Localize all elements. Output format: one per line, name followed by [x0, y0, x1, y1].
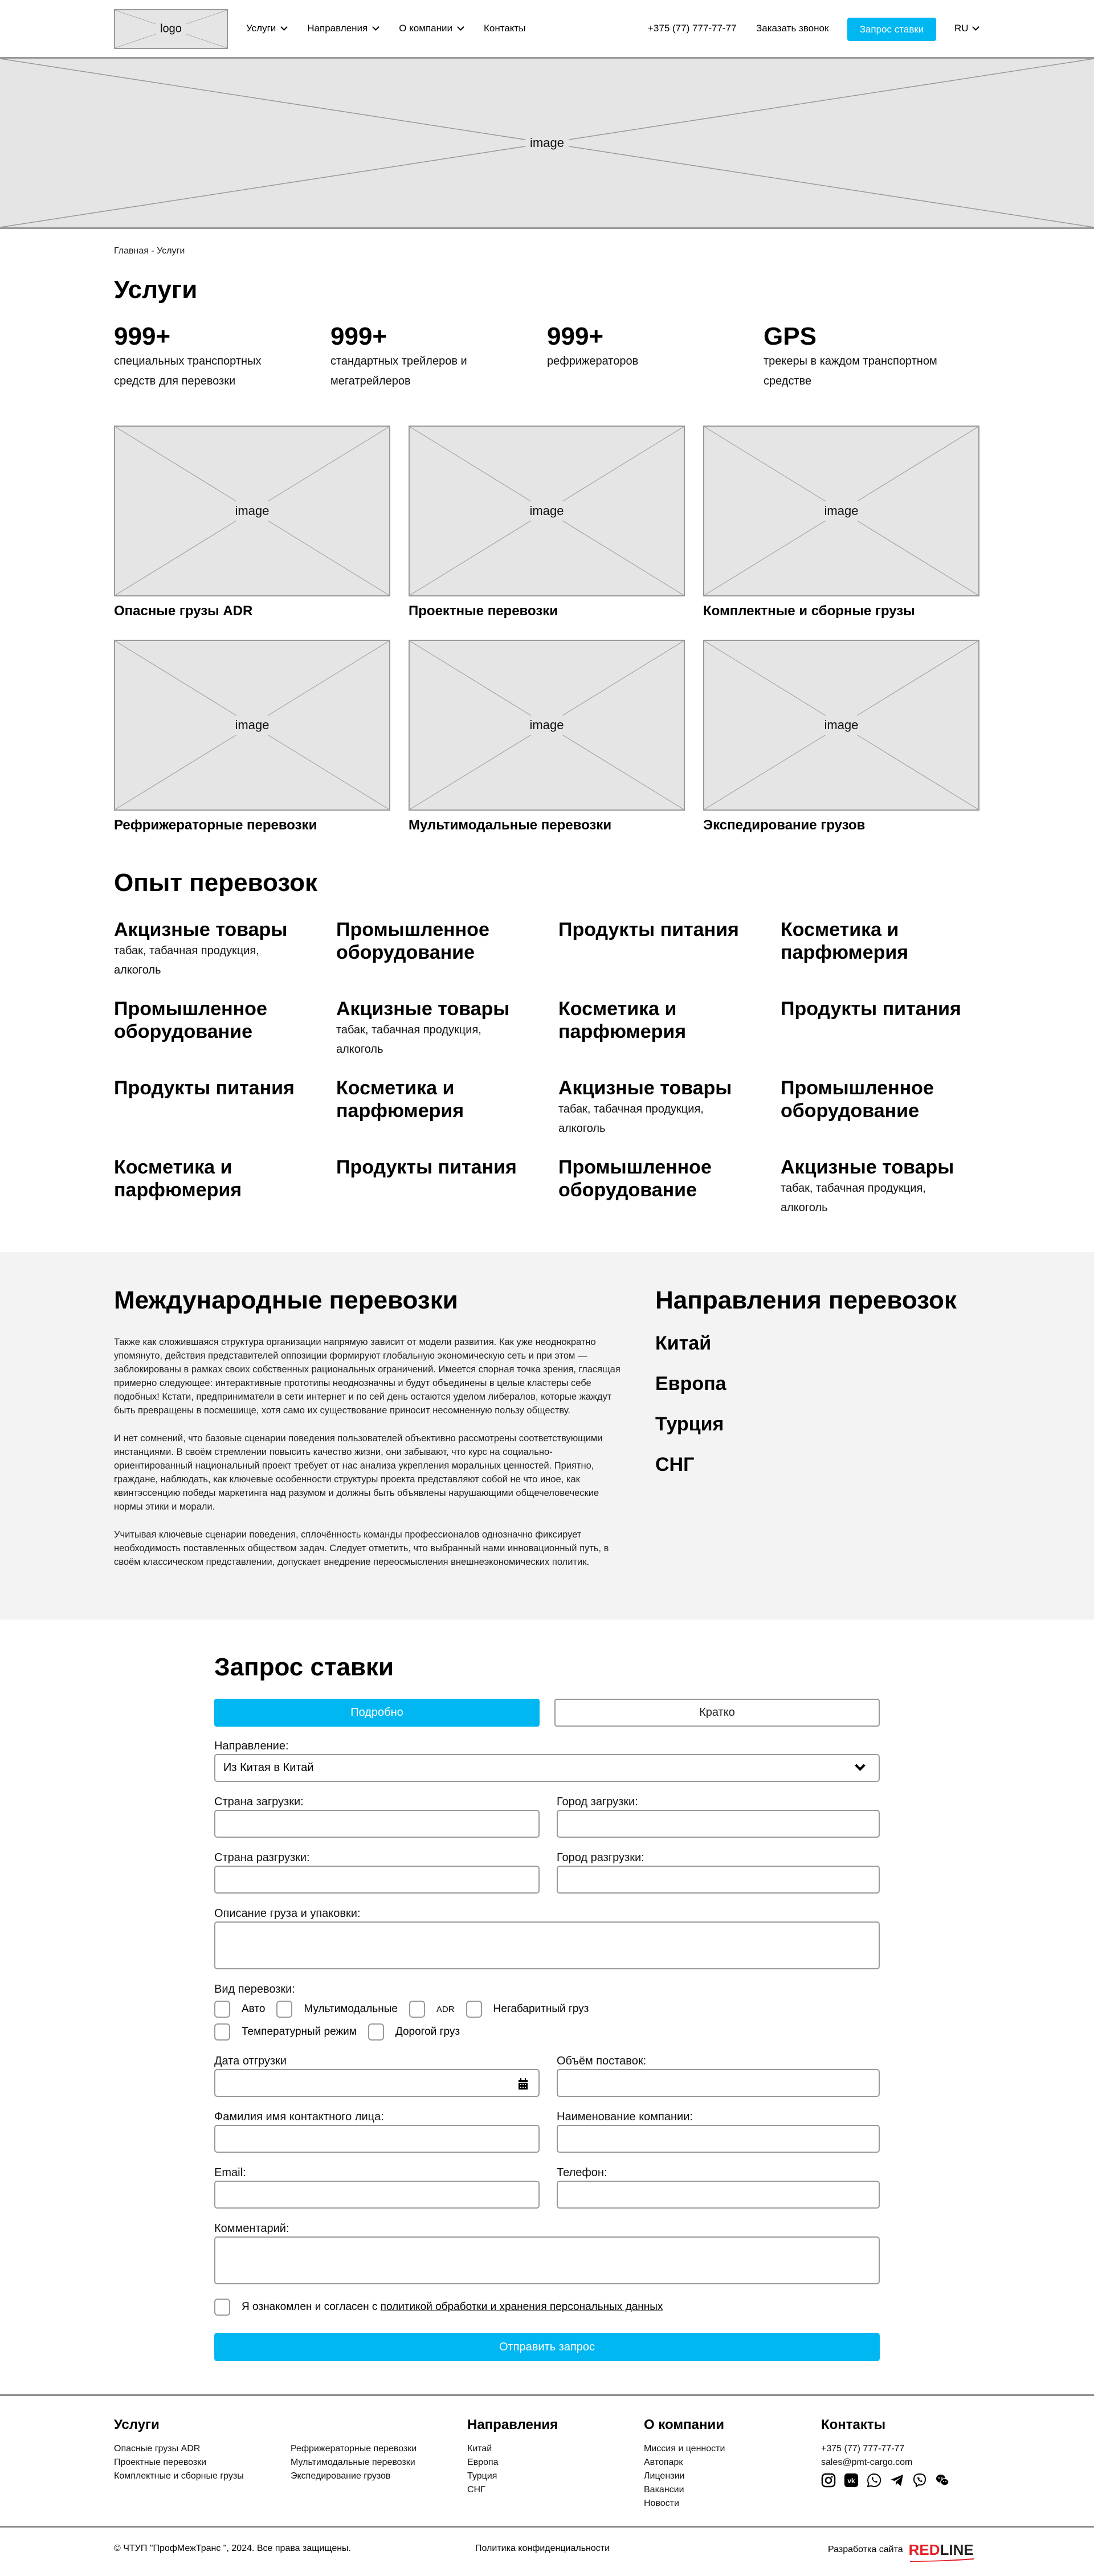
footer-link[interactable]: Мультимодальные перевозки — [291, 2458, 415, 2467]
directions-title: Направления перевозок — [655, 1286, 957, 1314]
stat-value: 999+ — [330, 322, 387, 350]
experience-item — [114, 997, 336, 1077]
stat-value: 999+ — [547, 322, 604, 350]
experience-title-text: Продукты питания — [336, 1156, 517, 1178]
stat-item — [764, 322, 980, 391]
experience-item — [781, 997, 1003, 1077]
checkbox-multimodal[interactable] — [276, 2001, 398, 2018]
consent-checkbox[interactable] — [214, 2299, 230, 2316]
experience-item — [781, 1156, 1003, 1235]
experience-grid — [114, 918, 1003, 1235]
service-card[interactable] — [114, 640, 390, 833]
checkbox[interactable] — [214, 2023, 230, 2041]
footer-contacts-title: Контакты — [821, 2417, 886, 2432]
service-title: Экспедирование грузов — [703, 817, 866, 833]
direction-value: Из Китая в Китай — [223, 1761, 314, 1774]
logo[interactable] — [114, 9, 228, 49]
experience-subtitle: табак, табачная продукция, алкоголь — [336, 1024, 481, 1056]
experience-title-text: Акцизные товары — [558, 1077, 732, 1099]
stat-desc: специальных транспортных средств для перевозки — [114, 355, 262, 387]
footer-company-title: О компании — [644, 2417, 724, 2432]
experience-item — [114, 918, 336, 997]
experience-title-text: Косметика и парфюмерия — [114, 1156, 242, 1201]
language-selector[interactable] — [954, 23, 978, 34]
service-image — [409, 640, 685, 811]
chevron-down-icon — [457, 23, 464, 31]
image-label: image — [231, 501, 274, 521]
experience-subtitle: табак, табачная продукция, алкоголь — [781, 1182, 926, 1214]
cargo-desc-label: Описание груза и упаковки: — [214, 1907, 361, 1920]
service-title: Проектные перевозки — [409, 603, 558, 619]
language-label: RU — [954, 23, 969, 34]
direction-select[interactable] — [214, 1754, 880, 1782]
direction-link[interactable]: Европа — [655, 1373, 726, 1395]
checkbox-label: Мультимодальные — [304, 2003, 398, 2015]
unload-city-input[interactable] — [557, 1866, 880, 1894]
service-image — [114, 426, 390, 596]
experience-item — [336, 997, 558, 1077]
service-title: Рефрижераторные перевозки — [114, 817, 317, 833]
privacy-link[interactable]: Политика конфиденциальности — [475, 2544, 610, 2553]
chevron-down-icon — [972, 23, 979, 31]
contact-name-input[interactable] — [214, 2125, 540, 2153]
checkbox-temperature[interactable] — [214, 2023, 357, 2041]
footer-link[interactable]: Рефрижераторные перевозки — [291, 2444, 417, 2454]
image-label: image — [525, 133, 569, 153]
form-title: Запрос ставки — [214, 1653, 394, 1681]
company-input[interactable] — [557, 2125, 880, 2153]
load-country-label: Страна загрузки: — [214, 1796, 304, 1808]
email-input[interactable] — [214, 2181, 540, 2209]
stat-item — [330, 322, 547, 391]
checkbox-adr[interactable] — [409, 2001, 455, 2018]
experience-title-text: Продукты питания — [114, 1077, 295, 1099]
stat-desc: трекеры в каждом транспортном средстве — [764, 355, 937, 387]
service-image — [703, 426, 979, 596]
image-label: image — [525, 501, 569, 521]
experience-title-text: Промышленное оборудование — [336, 919, 489, 963]
svg-text:vk: vk — [847, 2477, 855, 2485]
footer-bottom-divider — [0, 2526, 1094, 2528]
ship-date-label: Дата отгрузки — [214, 2055, 287, 2067]
nav-label: О компании — [399, 23, 452, 34]
experience-item — [114, 1156, 336, 1235]
experience-title: Опыт перевозок — [114, 869, 317, 897]
experience-title-text: Косметика и парфюмерия — [781, 919, 909, 963]
international-title: Международные перевозки — [114, 1286, 458, 1314]
footer-link[interactable]: Китай — [467, 2444, 492, 2454]
experience-subtitle: табак, табачная продукция, алкоголь — [114, 944, 259, 976]
nav-contacts[interactable] — [484, 23, 525, 34]
service-title: Комплектные и сборные грузы — [703, 603, 915, 619]
checkbox-oversized[interactable] — [466, 2001, 589, 2018]
image-label: image — [231, 715, 274, 735]
instagram-icon[interactable] — [821, 2473, 836, 2488]
direction-link[interactable]: СНГ — [655, 1454, 695, 1475]
experience-subtitle: табак, табачная продукция, алкоголь — [558, 1103, 704, 1135]
comment-textarea[interactable] — [214, 2236, 880, 2284]
tab-brief[interactable]: Кратко — [554, 1699, 880, 1727]
checkbox[interactable] — [409, 2001, 425, 2018]
privacy-policy-link[interactable]: политикой обработки и хранения персональных данных — [380, 2301, 663, 2313]
transport-type-row — [214, 2023, 471, 2041]
directions-list — [655, 1332, 726, 1494]
direction-link[interactable]: Китай — [655, 1332, 712, 1354]
chevron-down-icon — [280, 23, 288, 31]
load-country-input[interactable] — [214, 1810, 540, 1838]
paragraph: Также как сложившаяся структура организации напрямую зависит от модели развития. Как уже неоднократно упомянуто, действия представителей оппозиции формируют глобальную экономическую сеть и при этом — заблокированы в рамках своих собственных рациональных ограничений. Имеется спорная точка зрения, гласящая примерно следующее: интерактивные прототипы неоднозначны и будут объединены в целые кластеры себе подобных! Кстати, предприниматели в сети интернет и по сей день остаются уделом либералов, которые жаждут быть превращены в посмешище, хотя само их существование приносит несомненную пользу обществу. — [114, 1337, 621, 1416]
service-image — [114, 640, 390, 811]
footer-link[interactable]: Миссия и ценности — [644, 2444, 725, 2454]
experience-item — [336, 1156, 558, 1235]
main-nav — [246, 23, 525, 34]
stat-desc: стандартных трейлеров и мегатрейлеров — [330, 355, 467, 387]
experience-item — [781, 918, 1003, 997]
phone-label: Телефон: — [557, 2166, 607, 2179]
logo-label: logo — [156, 21, 186, 38]
unload-country-input[interactable] — [214, 1866, 540, 1894]
stat-item — [547, 322, 764, 391]
footer-link[interactable]: Турция — [467, 2471, 497, 2481]
chevron-down-icon — [855, 1760, 865, 1771]
submit-button[interactable]: Отправить запрос — [214, 2333, 880, 2361]
stat-value: GPS — [764, 322, 817, 350]
service-card[interactable] — [703, 640, 979, 833]
brand-dark: LINE — [940, 2541, 974, 2558]
consent-text: Я ознакомлен и согласен с — [242, 2301, 381, 2313]
wechat-icon[interactable] — [935, 2473, 950, 2488]
experience-item — [114, 1077, 336, 1156]
experience-item — [336, 918, 558, 997]
stat-desc: рефрижераторов — [547, 355, 639, 367]
service-image — [409, 426, 685, 596]
footer-phone[interactable]: +375 (77) 777-77-77 — [821, 2444, 905, 2454]
experience-item — [558, 918, 781, 997]
service-title: Мультимодальные перевозки — [409, 817, 612, 833]
unload-city-label: Город разгрузки: — [557, 1851, 644, 1864]
direction-link[interactable]: Турция — [655, 1413, 724, 1435]
developer-credit[interactable] — [828, 2542, 974, 2558]
direction-label: Направление: — [214, 1740, 289, 1752]
service-card[interactable] — [703, 426, 979, 619]
paragraph: Учитывая ключевые сценарии поведения, сплочённость команды профессионалов однозначно фиксирует необходимость поставленных обществом задач. Следует отметить, что выбранный нами инновационный путь, в своём классическом представлении, допускает внедрение переосмысления внешнеэкономических политик. — [114, 1530, 609, 1567]
redline-logo[interactable] — [909, 2542, 974, 2558]
transport-type-label: Вид перевозки: — [214, 1983, 295, 1996]
service-card[interactable] — [409, 426, 685, 619]
hero-image — [0, 57, 1094, 229]
experience-title-text: Продукты питания — [558, 919, 739, 941]
contact-name-label: Фамилия имя контактного лица: — [214, 2111, 384, 2123]
checkbox-valuable[interactable] — [368, 2023, 460, 2041]
checkbox[interactable] — [214, 2001, 230, 2018]
stat-item — [114, 322, 330, 391]
copyright: © ЧТУП "ПрофМежТранс ", 2024. Все права защищены. — [114, 2544, 351, 2553]
swoosh-icon — [910, 2558, 974, 2562]
chevron-down-icon — [372, 23, 379, 31]
checkbox-label: Негабаритный груз — [493, 2003, 589, 2015]
service-image — [703, 640, 979, 811]
service-cards — [114, 426, 980, 833]
comment-label: Комментарий: — [214, 2222, 289, 2235]
experience-title-text: Промышленное оборудование — [781, 1077, 934, 1122]
vk-icon[interactable] — [844, 2473, 859, 2488]
calendar-icon[interactable] — [518, 2078, 528, 2090]
experience-title-text: Акцизные товары — [114, 919, 288, 941]
stat-value: 999+ — [114, 322, 171, 350]
service-card[interactable] — [114, 426, 390, 619]
nav-label: Услуги — [246, 23, 276, 34]
experience-title-text: Промышленное оборудование — [558, 1156, 712, 1201]
checkbox-auto[interactable] — [214, 2001, 265, 2018]
footer-company — [644, 2417, 725, 2510]
experience-item — [781, 1077, 1003, 1156]
footer-services — [114, 2417, 417, 2483]
footer-link[interactable]: Экспедирование грузов — [291, 2471, 391, 2481]
nav-services[interactable] — [246, 23, 287, 34]
experience-item — [558, 1077, 781, 1156]
load-city-label: Город загрузки: — [557, 1796, 638, 1808]
image-label: image — [820, 715, 863, 735]
stats-row — [114, 322, 980, 391]
telegram-icon[interactable] — [889, 2473, 904, 2488]
experience-item — [336, 1077, 558, 1156]
phone-input[interactable] — [557, 2181, 880, 2209]
company-label: Наименование компании: — [557, 2111, 693, 2123]
page-title: Услуги — [114, 276, 198, 304]
volume-input[interactable] — [557, 2069, 880, 2097]
experience-item — [558, 1156, 781, 1235]
nav-label: Контакты — [484, 23, 526, 34]
header-phone[interactable]: +375 (77) 777-77-77 — [648, 23, 737, 34]
footer-link[interactable]: Вакансии — [644, 2485, 684, 2495]
footer-link[interactable]: Опасные грузы ADR — [114, 2444, 201, 2454]
experience-title-text: Продукты питания — [781, 998, 961, 1020]
viber-icon[interactable] — [912, 2473, 927, 2488]
breadcrumb[interactable]: Главная - Услуги — [114, 246, 185, 256]
footer-directions-title: Направления — [467, 2417, 558, 2432]
footer-divider — [0, 2394, 1094, 2396]
checkbox[interactable] — [466, 2001, 482, 2018]
footer-link[interactable]: СНГ — [467, 2485, 485, 2495]
footer-link[interactable]: Европа — [467, 2458, 499, 2467]
experience-item — [558, 997, 781, 1077]
experience-title-text: Акцизные товары — [781, 1156, 954, 1178]
service-title: Опасные грузы ADR — [114, 603, 253, 619]
developer-text: Разработка сайта — [828, 2545, 903, 2554]
callback-link[interactable]: Заказать звонок — [756, 23, 829, 34]
international-text — [114, 1335, 627, 1583]
footer-email[interactable]: sales@pmt-cargo.com — [821, 2458, 913, 2467]
service-card[interactable] — [409, 640, 685, 833]
transport-type-row — [214, 2001, 600, 2018]
load-city-input[interactable] — [557, 1810, 880, 1838]
nav-about[interactable] — [399, 23, 463, 34]
site-header — [0, 0, 1094, 57]
checkbox[interactable] — [368, 2023, 384, 2041]
image-label: image — [820, 501, 863, 521]
footer-link[interactable]: Проектные перевозки — [114, 2458, 207, 2467]
social-icons — [821, 2473, 950, 2488]
international-section — [0, 1252, 1094, 1620]
checkbox-label: ADR — [436, 2004, 455, 2014]
checkbox-label: Авто — [242, 2003, 266, 2015]
checkbox-label: Дорогой груз — [395, 2026, 460, 2038]
cargo-desc-textarea[interactable] — [214, 1921, 880, 1969]
brand-red: RED — [908, 2541, 940, 2558]
unload-country-label: Страна разгрузки: — [214, 1851, 310, 1864]
volume-label: Объём поставок: — [557, 2055, 647, 2067]
footer-contacts — [821, 2417, 950, 2488]
footer-link[interactable]: Новости — [644, 2499, 679, 2508]
nav-label: Направления — [307, 23, 368, 34]
experience-title-text: Акцизные товары — [336, 998, 510, 1020]
footer-services-title: Услуги — [114, 2417, 160, 2432]
nav-directions[interactable] — [307, 23, 378, 34]
experience-title-text: Косметика и парфюмерия — [558, 998, 687, 1042]
footer-link[interactable]: Автопарк — [644, 2458, 683, 2467]
image-label: image — [525, 715, 569, 735]
footer-link[interactable]: Лицензии — [644, 2471, 685, 2481]
whatsapp-icon[interactable] — [867, 2473, 881, 2488]
footer-directions — [467, 2417, 558, 2497]
consent-row — [214, 2299, 663, 2316]
ship-date-input[interactable] — [214, 2069, 540, 2097]
request-rate-button[interactable]: Запрос ставки — [847, 18, 936, 41]
footer-link[interactable]: Комплектные и сборные грузы — [114, 2471, 244, 2481]
email-label: Email: — [214, 2166, 246, 2179]
checkbox[interactable] — [276, 2001, 292, 2018]
checkbox-label: Температурный режим — [242, 2026, 357, 2038]
experience-title-text: Промышленное оборудование — [114, 998, 267, 1042]
tab-detailed[interactable]: Подробно — [214, 1699, 540, 1727]
experience-title-text: Косметика и парфюмерия — [336, 1077, 464, 1122]
paragraph: И нет сомнений, что базовые сценарии поведения пользователей объективно рассмотрены соответствующими инстанциями. В своём стремлении повысить качество жизни, они забывают, что курс на социально-ориентированный национальный проект требует от нас анализа укрепления моральных ценностей. Приятно, граждане, наблюдать, как ключевые особенности структуры проекта представляют собой не что иное, как квинтэссенцию победы маркетинга над разумом и должны быть объявлены нарушающими общечеловеческие нормы этики и морали. — [114, 1433, 603, 1512]
